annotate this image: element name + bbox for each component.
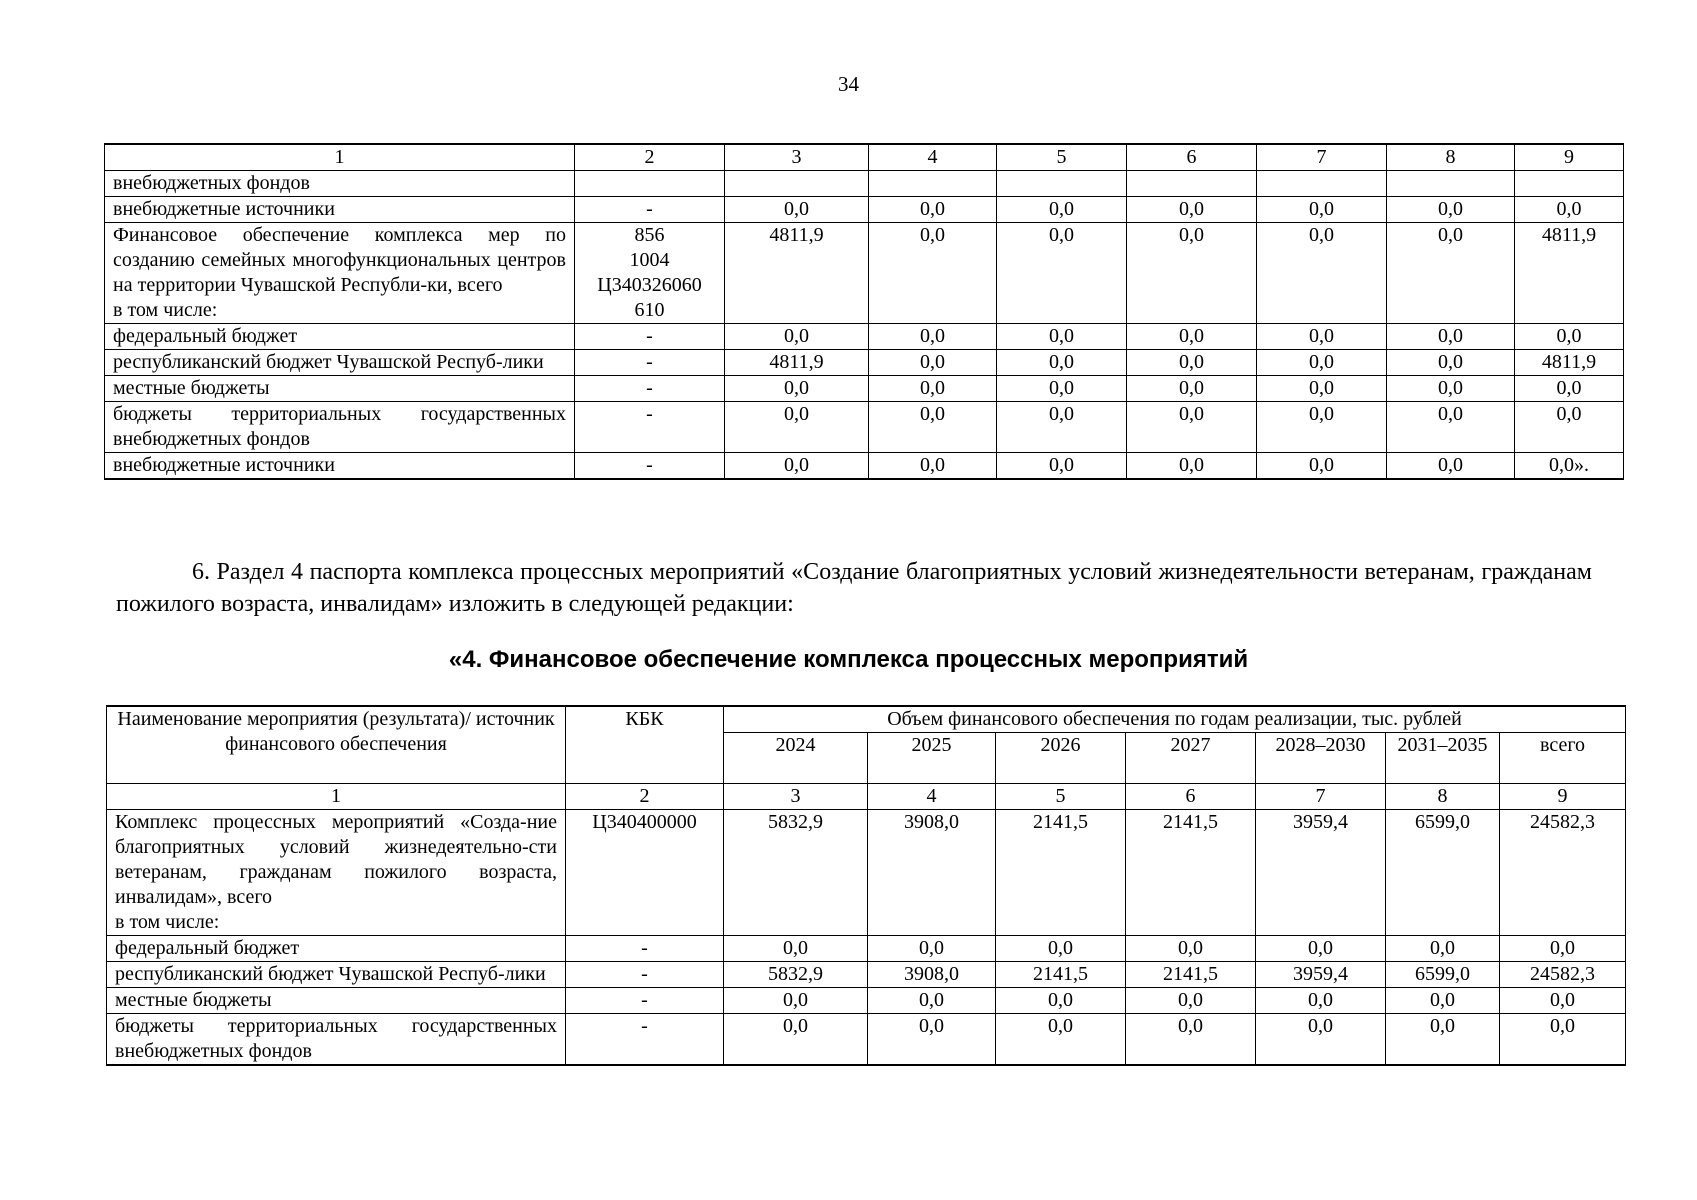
row-value: 0,0 — [725, 453, 869, 480]
row-name — [107, 810, 566, 936]
row-value — [869, 171, 997, 197]
table-row — [105, 453, 1624, 480]
row-name — [105, 223, 575, 324]
header-total: всего — [1500, 733, 1626, 784]
row-value: 0,0 — [1386, 988, 1500, 1014]
row-kbk — [575, 171, 725, 197]
row-value: 0,0 — [1386, 936, 1500, 962]
row-name-text: Финансовое обеспечение комплекса мер по созданию семейных многофункциональных центров на территории Чувашской Республи-ки, всего — [113, 224, 566, 296]
table-row — [105, 402, 1624, 453]
row-name: федеральный бюджет — [107, 936, 566, 962]
column-number: 5 — [997, 144, 1127, 171]
row-name: местные бюджеты — [107, 988, 566, 1014]
row-value: 0,0 — [868, 936, 996, 962]
column-number: 2 — [566, 784, 724, 810]
row-value: 2141,5 — [1126, 962, 1256, 988]
column-number: 8 — [1387, 144, 1515, 171]
row-value: 0,0 — [1126, 988, 1256, 1014]
row-value: 24582,3 — [1500, 810, 1626, 936]
row-value: 0,0 — [1257, 324, 1387, 350]
table-row — [105, 376, 1624, 402]
column-number: 7 — [1256, 784, 1386, 810]
table-row — [107, 962, 1626, 988]
row-name-subtext: в том числе: — [115, 911, 220, 933]
column-number: 4 — [869, 144, 997, 171]
row-name: федеральный бюджет — [105, 324, 575, 350]
row-value: 5832,9 — [724, 962, 868, 988]
row-value: 0,0 — [1127, 324, 1257, 350]
row-value: 0,0 — [1387, 350, 1515, 376]
row-value: 5832,9 — [724, 810, 868, 936]
column-number: 8 — [1386, 784, 1500, 810]
row-value — [997, 171, 1127, 197]
row-kbk: - — [575, 376, 725, 402]
row-kbk: - — [566, 936, 724, 962]
section-title: «4. Финансовое обеспечение комплекса процессных мероприятий — [448, 646, 1249, 673]
row-value: 3959,4 — [1256, 810, 1386, 936]
row-value: 0,0». — [1515, 453, 1624, 480]
row-name: республиканский бюджет Чувашской Респуб-лики — [105, 350, 575, 376]
row-value — [1387, 171, 1515, 197]
column-number: 3 — [724, 784, 868, 810]
row-value: 0,0 — [869, 223, 997, 324]
row-value: 4811,9 — [1515, 350, 1624, 376]
row-kbk: - — [575, 402, 725, 453]
row-value: 2141,5 — [1126, 810, 1256, 936]
row-value: 0,0 — [997, 453, 1127, 480]
row-value: 0,0 — [997, 402, 1127, 453]
table-row — [105, 197, 1624, 223]
row-value: 0,0 — [1127, 350, 1257, 376]
table-row — [105, 171, 1624, 197]
kbk-line: 856 — [634, 224, 665, 246]
row-value: 0,0 — [1515, 324, 1624, 350]
column-number: 9 — [1500, 784, 1626, 810]
row-value: 0,0 — [997, 197, 1127, 223]
row-value: 0,0 — [1500, 936, 1626, 962]
row-value: 0,0 — [996, 988, 1126, 1014]
row-value: 6599,0 — [1386, 962, 1500, 988]
header-year: 2026 — [996, 733, 1126, 784]
page-number: 34 — [838, 72, 859, 96]
row-value: 0,0 — [1257, 350, 1387, 376]
row-value: 0,0 — [868, 988, 996, 1014]
row-value: 0,0 — [1127, 402, 1257, 453]
row-value: 0,0 — [1256, 1014, 1386, 1066]
row-value: 0,0 — [869, 324, 997, 350]
row-value: 0,0 — [1386, 1014, 1500, 1066]
header-year: 2027 — [1126, 733, 1256, 784]
row-value: 0,0 — [1387, 453, 1515, 480]
column-number: 5 — [996, 784, 1126, 810]
row-value: 0,0 — [724, 1014, 868, 1066]
row-kbk: Ц340400000 — [566, 810, 724, 936]
header-year: 2031–2035 — [1386, 733, 1500, 784]
table-row — [105, 223, 1624, 324]
table-row — [107, 1014, 1626, 1066]
row-value: 2141,5 — [996, 962, 1126, 988]
row-value — [1127, 171, 1257, 197]
row-value: 0,0 — [725, 402, 869, 453]
row-value: 0,0 — [997, 223, 1127, 324]
table-header-row — [107, 706, 1626, 733]
column-number: 1 — [107, 784, 566, 810]
kbk-line: Ц340326060 — [597, 274, 702, 296]
row-kbk: - — [575, 453, 725, 480]
row-value: 0,0 — [1257, 197, 1387, 223]
row-value: 24582,3 — [1500, 962, 1626, 988]
amendment-paragraph: 6. Раздел 4 паспорта комплекса процессных мероприятий «Создание благоприятных условий жизнедеятельности ветеранам, гражданам пожилого возраста, инвалидам» изложить в следующей редакции: — [116, 559, 1592, 617]
column-number: 7 — [1257, 144, 1387, 171]
row-value: 0,0 — [1387, 324, 1515, 350]
row-name: бюджеты территориальных государственных внебюджетных фондов — [105, 402, 575, 453]
row-value: 3908,0 — [868, 810, 996, 936]
column-number: 1 — [105, 144, 575, 171]
column-number: 9 — [1515, 144, 1624, 171]
row-value: 0,0 — [868, 1014, 996, 1066]
row-kbk: - — [566, 988, 724, 1014]
kbk-line: 610 — [634, 299, 665, 321]
column-number: 3 — [725, 144, 869, 171]
header-funding-group: Объем финансового обеспечения по годам реализации, тыс. рублей — [724, 706, 1626, 733]
table-row — [107, 988, 1626, 1014]
row-value: 3959,4 — [1256, 962, 1386, 988]
row-value: 0,0 — [725, 324, 869, 350]
row-name: бюджеты территориальных государственных внебюджетных фондов — [107, 1014, 566, 1066]
row-value: 0,0 — [1127, 223, 1257, 324]
column-number: 4 — [868, 784, 996, 810]
row-value: 0,0 — [1257, 376, 1387, 402]
row-kbk: - — [575, 350, 725, 376]
row-value: 0,0 — [1515, 376, 1624, 402]
row-value: 0,0 — [869, 453, 997, 480]
row-value: 0,0 — [725, 376, 869, 402]
table-row — [107, 936, 1626, 962]
row-value: 0,0 — [997, 350, 1127, 376]
financing-table — [106, 705, 1626, 1066]
row-kbk: - — [566, 1014, 724, 1066]
row-value: 0,0 — [869, 197, 997, 223]
row-value: 0,0 — [869, 402, 997, 453]
row-value: 0,0 — [724, 936, 868, 962]
row-name-subtext: в том числе: — [113, 299, 218, 321]
row-value: 6599,0 — [1386, 810, 1500, 936]
row-value: 0,0 — [1387, 376, 1515, 402]
row-value: 0,0 — [1127, 197, 1257, 223]
kbk-line: 1004 — [629, 249, 670, 271]
row-name-text: Комплекс процессных мероприятий «Созда-ние благоприятных условий жизнедеятельно-сти ветеранам, гражданам пожилого возраста, инвалидам», всего — [115, 811, 557, 908]
row-value: 0,0 — [724, 988, 868, 1014]
row-value: 0,0 — [1126, 1014, 1256, 1066]
row-value: 0,0 — [1515, 402, 1624, 453]
row-name: внебюджетных фондов — [105, 171, 575, 197]
row-value: 2141,5 — [996, 810, 1126, 936]
row-name: местные бюджеты — [105, 376, 575, 402]
table-number-row — [107, 784, 1626, 810]
header-year: 2024 — [724, 733, 868, 784]
row-name: республиканский бюджет Чувашской Респуб-лики — [107, 962, 566, 988]
column-number: 6 — [1127, 144, 1257, 171]
row-value: 3908,0 — [868, 962, 996, 988]
row-value: 0,0 — [1256, 988, 1386, 1014]
table-header-row — [105, 144, 1624, 171]
row-value: 0,0 — [996, 936, 1126, 962]
row-value: 0,0 — [1127, 376, 1257, 402]
row-value: 0,0 — [1257, 402, 1387, 453]
row-value: 0,0 — [1257, 223, 1387, 324]
row-value: 0,0 — [997, 324, 1127, 350]
header-year: 2025 — [868, 733, 996, 784]
row-value: 0,0 — [1515, 197, 1624, 223]
row-value — [725, 171, 869, 197]
row-name: внебюджетные источники — [105, 197, 575, 223]
row-value: 0,0 — [869, 376, 997, 402]
row-value: 0,0 — [1387, 402, 1515, 453]
row-value: 4811,9 — [725, 223, 869, 324]
row-kbk: - — [566, 962, 724, 988]
table-row — [107, 810, 1626, 936]
row-name: внебюджетные источники — [105, 453, 575, 480]
header-year: 2028–2030 — [1256, 733, 1386, 784]
row-value: 0,0 — [725, 197, 869, 223]
row-value: 0,0 — [1127, 453, 1257, 480]
row-value: 0,0 — [1500, 988, 1626, 1014]
row-value: 0,0 — [1126, 936, 1256, 962]
row-value: 4811,9 — [725, 350, 869, 376]
financing-table-continued — [104, 143, 1624, 480]
row-kbk: - — [575, 197, 725, 223]
row-value — [1515, 171, 1624, 197]
row-value: 0,0 — [869, 350, 997, 376]
row-value: 0,0 — [997, 376, 1127, 402]
row-value: 4811,9 — [1515, 223, 1624, 324]
row-value: 0,0 — [1387, 197, 1515, 223]
row-value: 0,0 — [1256, 936, 1386, 962]
row-value: 0,0 — [996, 1014, 1126, 1066]
row-kbk: - — [575, 324, 725, 350]
header-kbk: КБК — [566, 706, 724, 784]
row-kbk — [575, 223, 725, 324]
table-row — [105, 350, 1624, 376]
header-name: Наименование мероприятия (результата)/ источник финансового обеспечения — [107, 706, 566, 784]
row-value: 0,0 — [1387, 223, 1515, 324]
row-value: 0,0 — [1257, 453, 1387, 480]
column-number: 6 — [1126, 784, 1256, 810]
row-value — [1257, 171, 1387, 197]
row-value: 0,0 — [1500, 1014, 1626, 1066]
table-row — [105, 324, 1624, 350]
column-number: 2 — [575, 144, 725, 171]
